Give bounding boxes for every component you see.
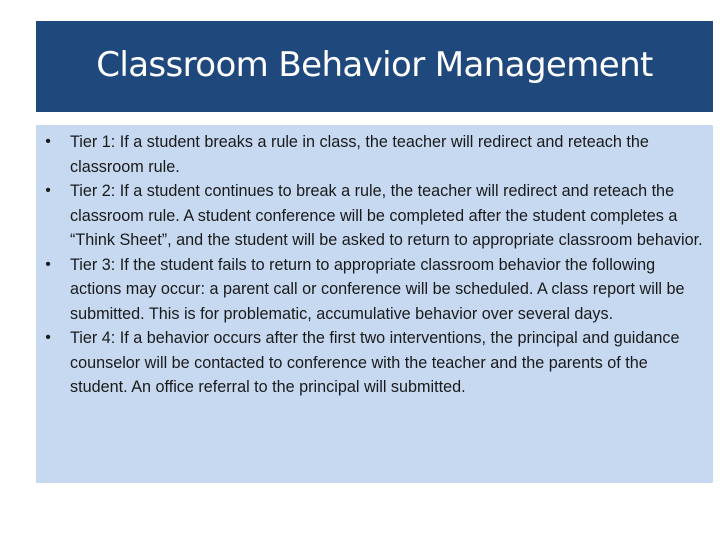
bullet-text: Tier 2: If a student continues to break a rule, the teacher will redirect and reteach the classroom rule. A student conference will be completed after the student completes a “Think Sheet”, and the student will be asked to return to appropriate classroom behavior. [70, 182, 703, 249]
bullet-item-tier-3 [36, 253, 713, 327]
bullet-item-tier-4 [36, 326, 713, 400]
title-banner [36, 21, 713, 112]
bullet-text: Tier 4: If a behavior occurs after the first two interventions, the principal and guidance counselor will be contacted to conference with the teacher and the parents of the student. An office referral to the principal will submitted. [70, 329, 680, 396]
bullet-item-tier-1 [36, 130, 713, 179]
bullet-dot-icon: • [45, 133, 51, 150]
bullet-text: Tier 1: If a student breaks a rule in class, the teacher will redirect and reteach the classroom rule. [70, 133, 649, 176]
bullet-list [36, 125, 713, 400]
bullet-dot-icon: • [45, 182, 51, 199]
content-box [36, 125, 713, 483]
slide-title: Classroom Behavior Management [96, 44, 653, 85]
bullet-item-tier-2 [36, 179, 713, 253]
bullet-dot-icon: • [45, 329, 51, 346]
bullet-dot-icon: • [45, 255, 51, 273]
bullet-text: Tier 3: If the student fails to return to appropriate classroom behavior the following actions may occur: a parent call or conference will be scheduled. A class report will be submitted. This is for problematic, accumulative behavior over several days. [70, 255, 685, 323]
